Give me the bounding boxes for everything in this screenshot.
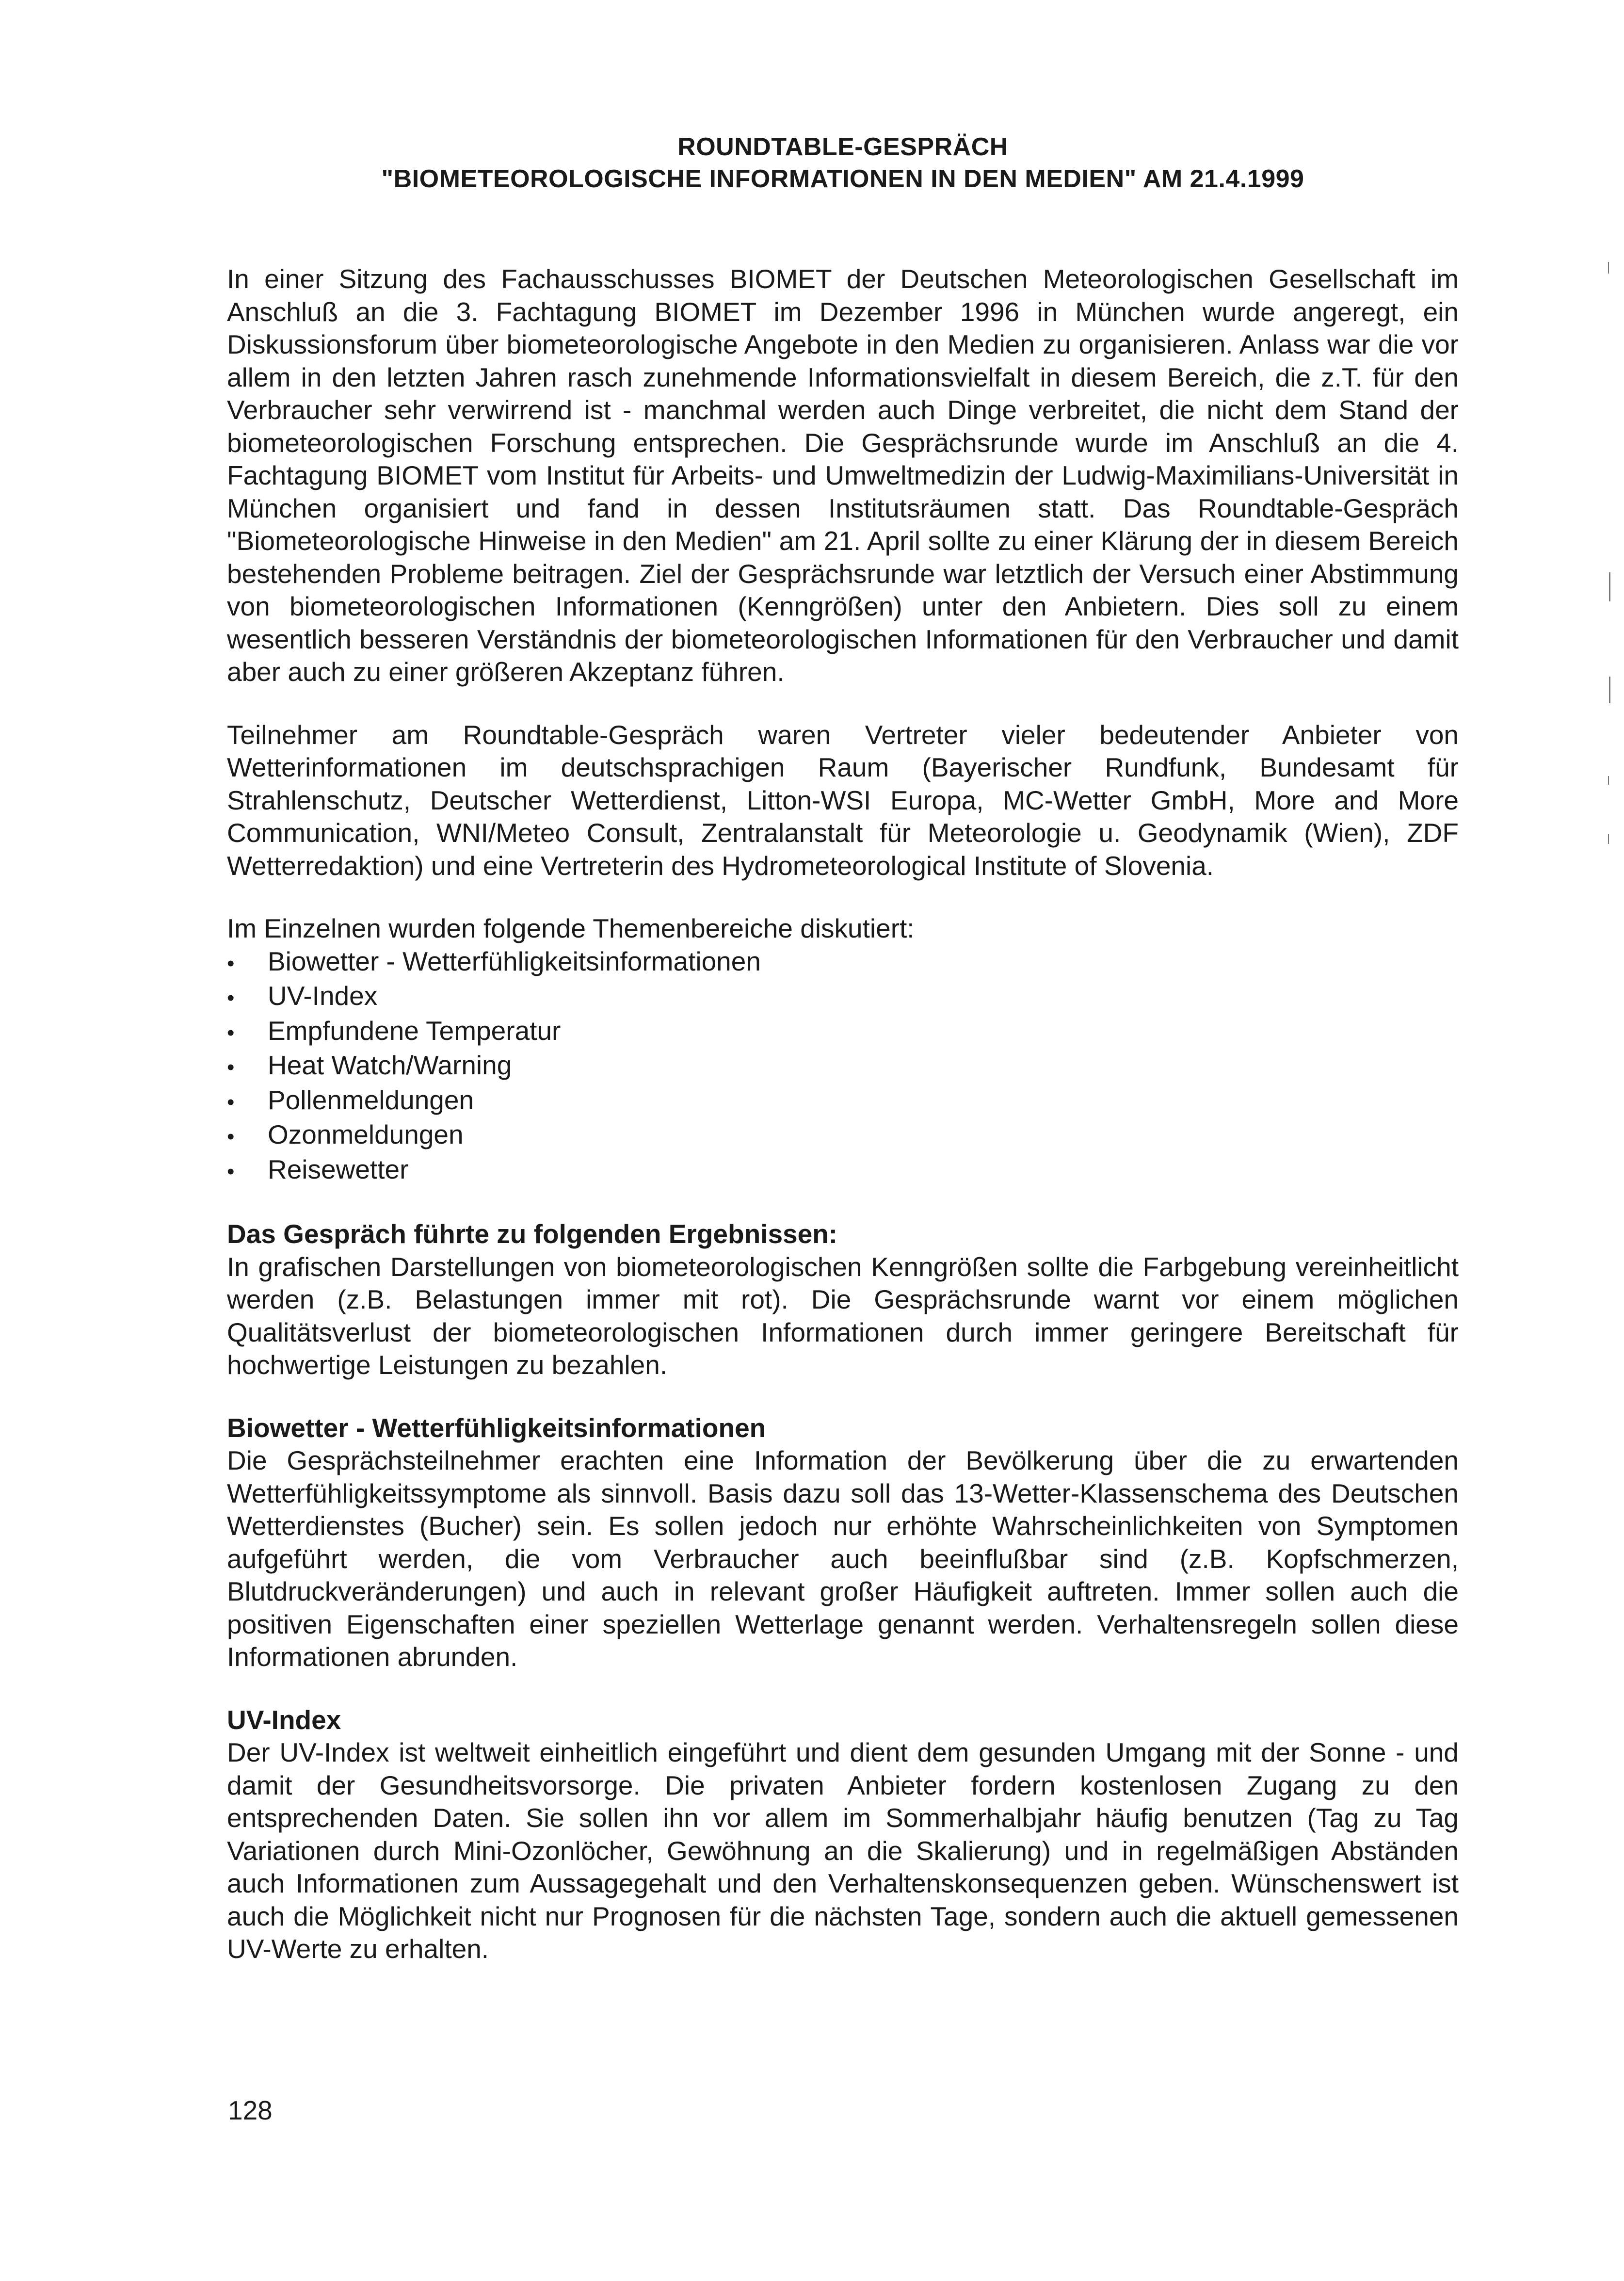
topics-list [227, 945, 1459, 1188]
list-item: • Biowetter - Wetterfühligkeitsinformationen [227, 945, 1459, 980]
document-page [227, 131, 1459, 1996]
section-text: Die Gesprächsteilnehmer erachten eine Information der Bevölkerung über die zu erwartenden Wetterfühligkeitssymptome als sinnvoll. Basis dazu soll das 13-Wetter-Klassenschema des Deutschen Wetterdienstes (Bucher) sein. Es sollen jedoch nur erhöhte Wahrscheinlichkeiten von Symptomen aufgeführt werden, die vom Verbraucher auch beeinflußbar sind (z.B. Kopfschmerzen, Blutdruckveränderungen) und auch in relevant großer Häufigkeit auftreten. Immer sollen auch die positiven Eigenschaften einer speziellen Wetterlage genannt werden. Verhaltensregeln sollen diese Informationen abrunden. [227, 1445, 1459, 1672]
scan-mark [1608, 776, 1609, 785]
bullet-icon: • [227, 1020, 235, 1045]
bullet-icon: • [227, 986, 235, 1010]
list-item: • Ozonmeldungen [227, 1118, 1459, 1153]
bullet-icon: • [227, 1125, 235, 1149]
list-item: • Empfundene Temperatur [227, 1015, 1459, 1050]
scan-mark [1609, 572, 1610, 601]
participants-paragraph: Teilnehmer am Roundtable-Gespräch waren Vertreter vieler bedeutender Anbieter von Wetterinformationen im deutschsprachigen Raum (Bayerischer Rundfunk, Bundesamt für Strahlenschutz, Deutscher Wetterdienst, Litton-WSI Europa, MC-Wetter GmbH, More and More Communication, WNI/Meteo Consult, Zentralanstalt für Meteorologie u. Geodynamik (Wien), ZDF Wetterredaktion) und eine Vertreterin des Hydrometeorological Institute of Slovenia. [227, 719, 1459, 881]
section-heading: Das Gespräch führte zu folgenden Ergebnissen: [227, 1219, 838, 1249]
bullet-icon: • [227, 951, 235, 975]
intro-paragraph: In einer Sitzung des Fachausschusses BIOMET der Deutschen Meteorologischen Gesellschaft im Anschluß an die 3. Fachtagung BIOMET im Dezember 1996 in München wurde angeregt, ein Diskussionsforum über biometeorologische Angebote in den Medien zu organisieren. Anlass war die vor allem in den letzten Jahren rasch zunehmende Informationsvielfalt in diesem Bereich, die z.T. für den Verbraucher sehr verwirrend ist - manchmal werden auch Dinge verbreitet, die nicht dem Stand der biometeorologischen Forschung entsprechen. Die Gesprächsrunde wurde im Anschluß an die 4. Fachtagung BIOMET vom Institut für Arbeits- und Umweltmedizin der Ludwig-Maximilians-Universität in München organisiert und fand in dessen Institutsräumen statt. Das Roundtable-Gespräch "Biometeorologische Hinweise in den Medien" am 21. April sollte zu einer Klärung der in diesem Bereich bestehenden Probleme beitragen. Ziel der Gesprächsrunde war letztlich der Versuch einer Abstimmung von biometeorologischen Informationen (Kenngrößen) unter den Anbietern. Dies soll zu einem wesentlich besseren Verständnis der biometeorologischen Informationen für den Verbraucher und damit aber auch zu einer größeren Akzeptanz führen. [227, 264, 1459, 687]
list-item: • UV-Index [227, 980, 1459, 1015]
scan-mark [1608, 834, 1609, 844]
section-biowetter [227, 1412, 1459, 1674]
list-item: • Heat Watch/Warning [227, 1049, 1459, 1084]
scan-mark [1609, 677, 1610, 703]
bullet-icon: • [227, 1090, 235, 1114]
list-item: • Reisewetter [227, 1153, 1459, 1188]
topics-intro: Im Einzelnen wurden folgende Themenbereiche diskutiert: [227, 913, 915, 943]
section-heading: Biowetter - Wetterfühligkeitsinformationen [227, 1412, 766, 1443]
section-text: Der UV-Index ist weltweit einheitlich eingeführt und dient dem gesunden Umgang mit der Sonne - und damit der Gesundheitsvorsorge. Die privaten Anbieter fordern kostenlosen Zugang zu den entsprechenden Daten. Sie sollen ihn vor allem im Sommerhalbjahr häufig benutzen (Tag zu Tag Variationen durch Mini-Ozonlöcher, Gewöhnung an die Skalierung) und in regelmäßigen Abständen auch Informationen zum Aussagegehalt und den Verhaltenskonsequenzen geben. Wünschenswert ist auch die Möglichkeit nicht nur Prognosen für die nächsten Tage, sondern auch die aktuell gemessenen UV-Werte zu erhalten. [227, 1737, 1459, 1964]
section-uv-index [227, 1704, 1459, 1966]
section-heading: UV-Index [227, 1704, 341, 1735]
list-item: • Pollenmeldungen [227, 1084, 1459, 1119]
section-text: In grafischen Darstellungen von biometeorologischen Kenngrößen sollte die Farbgebung vereinheitlicht werden (z.B. Belastungen immer mit rot). Die Gesprächsrunde warnt vor einem möglichen Qualitätsverlust der biometeorologischen Informationen durch immer geringere Bereitschaft für hochwertige Leistungen zu bezahlen. [227, 1251, 1459, 1380]
page-number: 128 [228, 2095, 273, 2125]
document-title [227, 131, 1459, 195]
scan-mark [1608, 262, 1609, 274]
title-line-1: ROUNDTABLE-GESPRÄCH [677, 133, 1008, 161]
section-results [227, 1218, 1459, 1382]
bullet-icon: • [227, 1159, 235, 1183]
bullet-icon: • [227, 1055, 235, 1079]
title-line-2: "BIOMETEOROLOGISCHE INFORMATIONEN IN DEN MEDIEN" AM 21.4.1999 [381, 165, 1304, 193]
